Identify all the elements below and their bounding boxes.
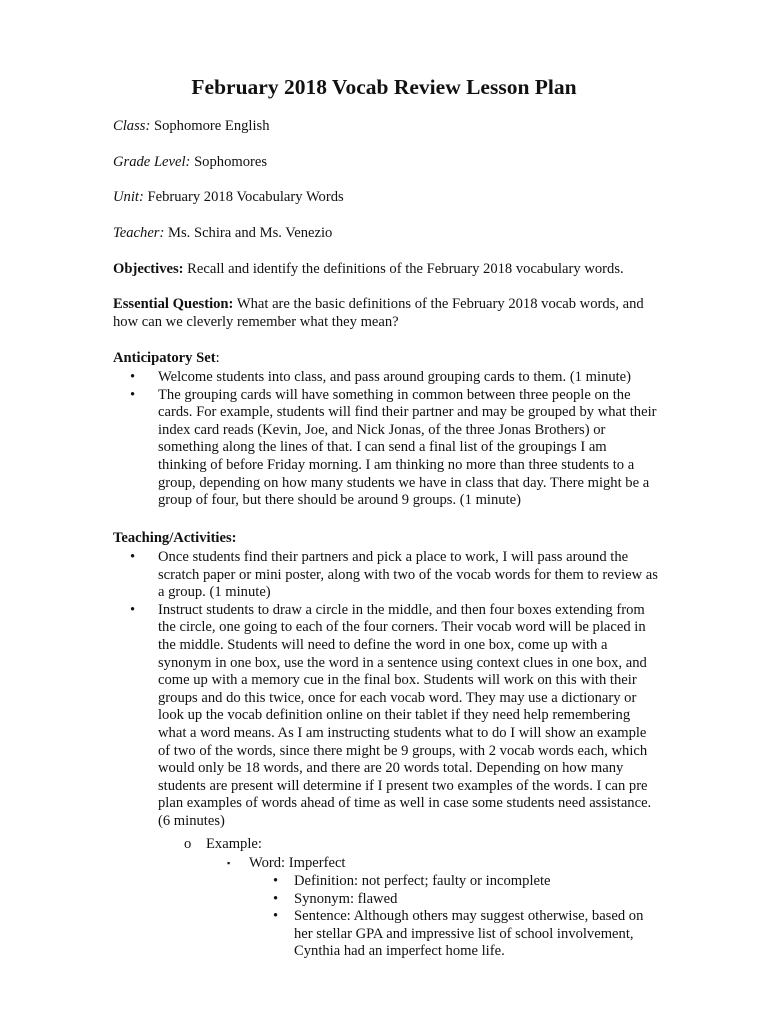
list-item: • Once students find their partners and pick a place to work, I will pass around the scratch paper or mini poster, along with two of the vocab words for them to review as a group. (1 minute) — [130, 549, 658, 602]
teacher-value: Ms. Schira and Ms. Venezio — [168, 225, 333, 241]
unit-label: Unit: — [113, 189, 144, 205]
objectives-field — [113, 261, 658, 279]
grade-level-field — [113, 154, 658, 172]
essential-question-field — [113, 296, 658, 331]
teaching-activities-list — [130, 549, 658, 831]
essential-question-value: What are the basic definitions of the February 2018 vocab words, and how can we cleverly remember what they mean? — [113, 296, 644, 330]
anticipatory-set-heading — [113, 350, 658, 368]
unit-value: February 2018 Vocabulary Words — [147, 189, 344, 205]
list-item: • Instruct students to draw a circle in the middle, and then four boxes extending from the circle, one going to each of the four corners. Their vocab word will be placed in the middle. Students will need to define the word in one box, come up with a synonym in one box, use the word in a sentence using context clues in one box, and come up with a memory cue in the final box. Students will work on this with their groups and do this twice, once for each vocab word. They may use a dictionary or look up the vocab definition online on their tablet if they need help remembering what a word means. As I am instructing students what to do I will show an example of two of the words, since there might be 9 groups, with 2 vocab words each, which would only be 18 words, and there are 20 words total. Depending on how many students are present will determine if I present two examples of the words. I can pre plan examples of words ahead of time as well in case some students need assistance. (6 minutes) — [130, 602, 658, 831]
unit-field — [113, 189, 658, 207]
word-label: Word: Imperfect — [249, 855, 346, 871]
list-item: • Synonym: flawed — [273, 891, 663, 909]
list-item: • Sentence: Although others may suggest otherwise, based on her stellar GPA and impressive list of school involvement, Cynthia had an imperfect home life. — [273, 908, 663, 961]
grade-level-value: Sophomores — [194, 154, 268, 170]
anticipatory-set-label: Anticipatory Set — [113, 350, 216, 366]
class-value: Sophomore English — [153, 118, 270, 134]
list-item: • The grouping cards will have something in common between three people on the cards. For example, students will find their partner and may be grouped by what their index card reads (Kevin, Joe, and Nick Jonas, of the three Jonas Brothers) or something along the lines of that. I can send a final list of the groupings I am thinking of before Friday morning. I am thinking no more than three students to a group, depending on how many students we have in class that day. There might be a group of four, but there should be around 9 groups. (1 minute) — [130, 387, 658, 510]
teacher-field — [113, 225, 658, 243]
grade-level-label: Grade Level: — [113, 154, 191, 170]
word-details-list — [273, 873, 663, 961]
objectives-label: Objectives: — [113, 261, 184, 277]
anticipatory-set-list — [130, 369, 658, 510]
essential-question-label: Essential Question: — [113, 296, 234, 312]
square-bullet-icon: ▪ — [227, 858, 231, 868]
class-label: Class: — [113, 118, 151, 134]
list-item: • Welcome students into class, and pass around grouping cards to them. (1 minute) — [130, 369, 658, 387]
list-item: • Definition: not perfect; faulty or incomplete — [273, 873, 663, 891]
teacher-label: Teacher: — [113, 225, 165, 241]
example-label: Example: — [206, 836, 262, 852]
teaching-activities-heading: Teaching/Activities: — [113, 530, 237, 546]
example-marker: o — [184, 836, 192, 852]
page-title: February 2018 Vocab Review Lesson Plan — [191, 75, 577, 99]
objectives-value: Recall and identify the definitions of the February 2018 vocabulary words. — [187, 261, 624, 277]
class-field — [113, 118, 658, 136]
anticipatory-set-colon: : — [215, 350, 220, 366]
